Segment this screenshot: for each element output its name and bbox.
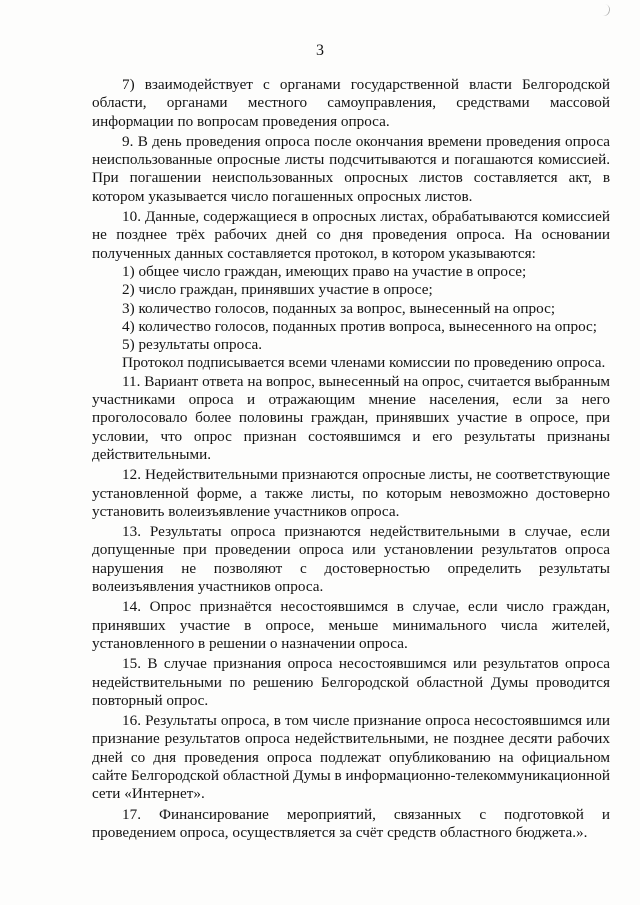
paragraph-10: 10. Данные, содержащиеся в опросных листах, обрабатываются комиссией не позднее трёх рабочих дней со дня проведения опроса. На основании полученных данных составляется протокол, в котором указываются: — [92, 208, 610, 262]
protocol-item-4: 4) количество голосов, поданных против вопроса, вынесенного на опрос; — [122, 317, 598, 335]
paragraph-16: 16. Результаты опроса, в том числе признание опроса несостоявшимся или признание результатов опроса недействительными, не позднее десяти рабочих дней со дня проведения опроса подлежат опубликованию на официальном сайте Белгородской областной Думы в информационно-телекоммуникационной сети «Интернет». — [92, 712, 610, 803]
paragraph-11: 11. Вариант ответа на вопрос, вынесенный на опрос, считается выбранным участниками опроса и отражающим мнение населения, если за него проголосовало более половины граждан, принявших участие в опросе, при условии, что опрос признан состоявшимся и его результаты признаны действительными. — [92, 372, 611, 463]
corner-pen-mark — [598, 3, 612, 17]
protocol-item-5: 5) результаты опроса. — [122, 336, 263, 354]
protocol-item-1: 1) общее число граждан, имеющих право на участие в опросе; — [122, 262, 527, 280]
document-body — [92, 76, 610, 842]
paragraph-17: 17. Финансирование мероприятий, связанных с подготовкой и проведением опроса, осуществляется за счёт средств областного бюджета.». — [92, 805, 610, 841]
protocol-item-2: 2) число граждан, принявших участие в опросе; — [122, 281, 433, 299]
paragraph-14: 14. Опрос признаётся несостоявшимся в случае, если число граждан, принявших участие в опросе, меньше минимального числа жителей, установленного в решении о назначении опроса. — [92, 598, 610, 652]
paragraph-item-7: 7) взаимодействует с органами государственной власти Белгородской области, органами местного самоуправления, средствами массовой информации по вопросам проведения опроса. — [92, 76, 610, 130]
paragraph-12: 12. Недействительными признаются опросные листы, не соответствующие установленной форме, а также листы, по которым невозможно достоверно установить волеизъявление участников опроса. — [92, 466, 610, 520]
protocol-item-3: 3) количество голосов, поданных за вопрос, вынесенный на опрос; — [122, 299, 556, 317]
protocol-signature-note: Протокол подписывается всеми членами комиссии по проведению опроса. — [122, 354, 606, 372]
paragraph-9: 9. В день проведения опроса после окончания времени проведения опроса неиспользованные опросные листы подсчитываются и погашаются комиссией. При погашении неиспользованных опросных листов составляется акт, в котором указывается число погашенных опросных листов. — [92, 132, 610, 205]
paragraph-13: 13. Результаты опроса признаются недействительными в случае, если допущенные при проведении опроса или установлении результатов опроса нарушения не позволяют с достоверностью определить результаты волеизъявления участников опроса. — [92, 523, 610, 596]
paragraph-15: 15. В случае признания опроса несостоявшимся или результатов опроса недействительными по решению Белгородской областной Думы проводится повторный опрос. — [92, 655, 610, 709]
page-number: 3 — [316, 42, 324, 59]
